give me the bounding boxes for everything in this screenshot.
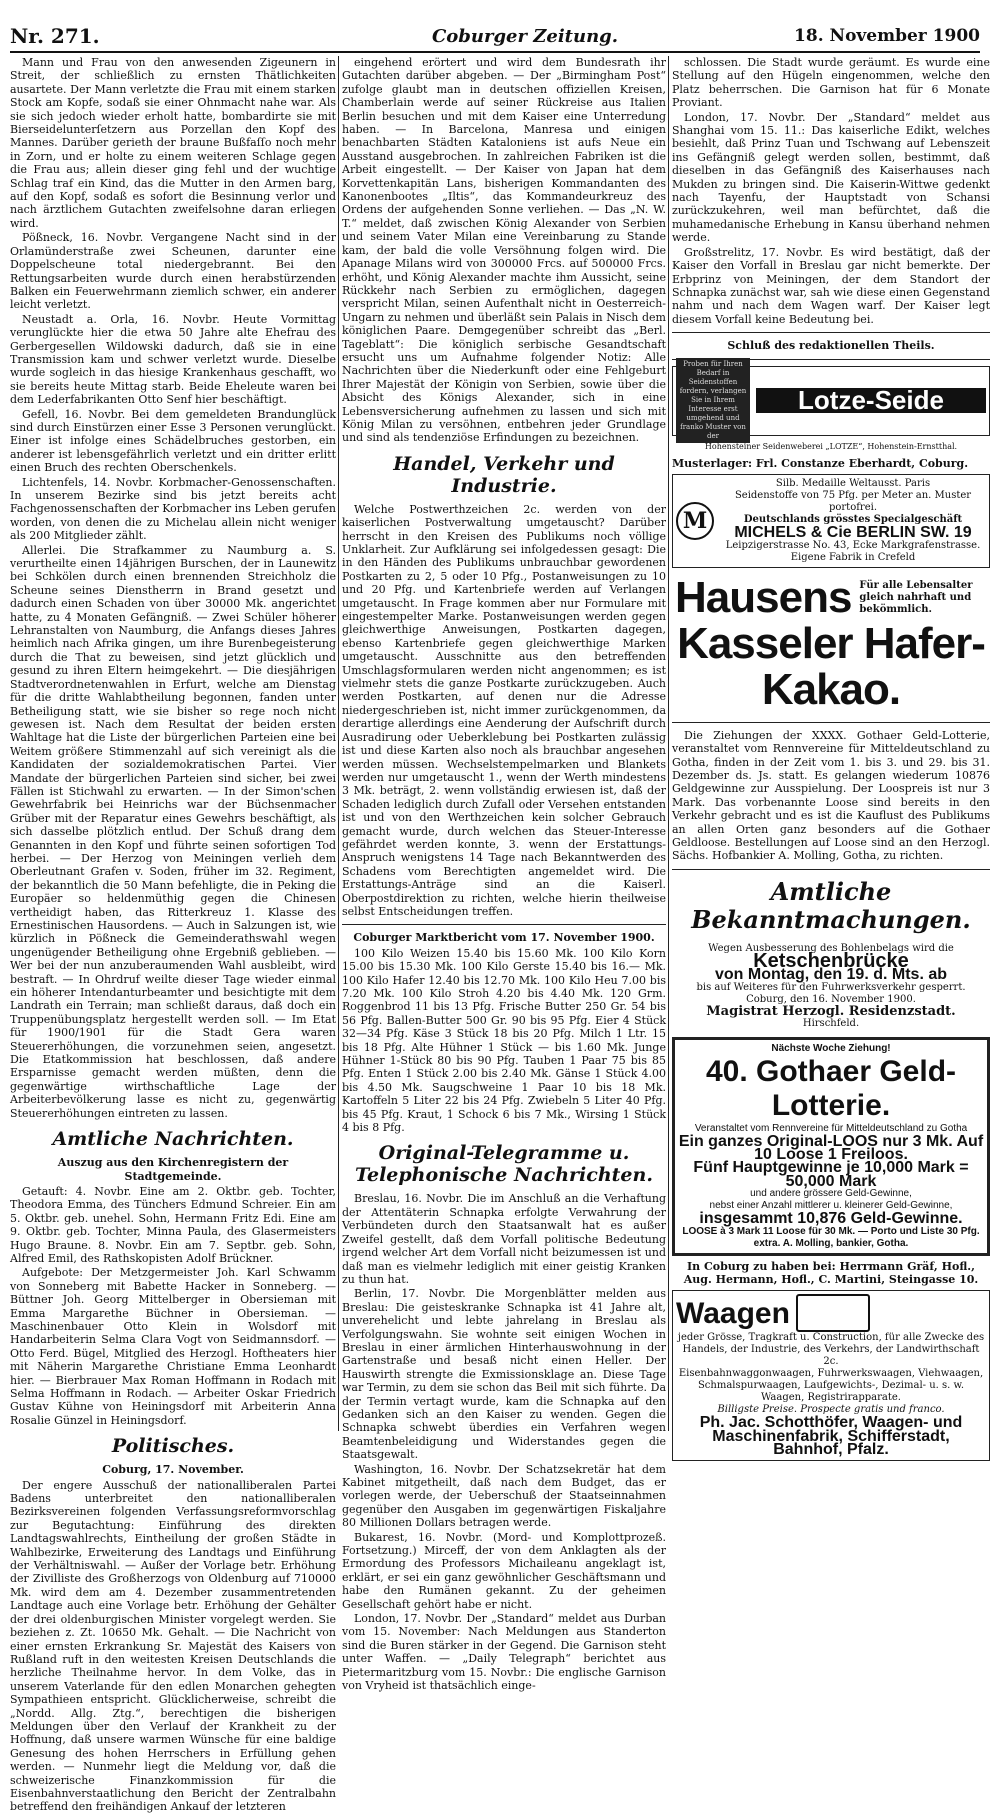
column-divider: [338, 56, 339, 1431]
masthead-rule: [10, 51, 980, 53]
divider: [672, 869, 990, 870]
waagen-title: Waagen: [676, 1296, 790, 1330]
lotze-brand: Lotze-Seide: [756, 388, 986, 413]
gothaer-top: Nächste Woche Ziehung!: [771, 1042, 891, 1054]
michels-line1: Seidenstoffe von 75 Pfg. per Meter an. Muster portofrei.: [734, 490, 972, 514]
section-heading-telegramme: Original-Telegramme u. Telephonische Nachrichten.: [355, 1142, 653, 1187]
divider: [342, 924, 666, 925]
article-paragraph: Mann und Frau von den anwesenden Zigeunern in Streit, der schließlich zu ernsten Thätlichkeiten ausartete. Der Mann verletzte die Frau mit einem starken Stock am Kopfe, sodaß sie einer Ohnmacht nahe war. Als sie sich jedoch wieder erholt hatte, bombardirte sie mit Bierseidelunterſetzern aus Porzellan den Kopf des Mannes. Darüber gerieth der braune Bußfaſſo noch mehr in Zorn, und er holte zu einem weiteren Schlage gegen die Frau aus; allein dieser ging fehl und der wuchtige Schlag traf ein Kind, das die Mutter in den Armen barg, auf den Kopf, sodaß es sofort die Besinnung verlor und nach ärztlichem Gutachten zweifelsohne daran erliegen wird.: [10, 56, 336, 230]
section-heading-bekanntmachungen: Amtliche Bekanntmachungen.: [691, 876, 971, 934]
notice-date: von Montag, den 19. d. Mts. ab: [714, 966, 947, 984]
article-paragraph: Aufgebote: Der Metzgermeister Joh. Karl Schwamm von Sonneberg mit Babette Hacker in Sonneberg. — Büttner Joh. Georg Mittelberger in Obersieman mit Emma Margarethe Büchner in Obersieman. — Maschinenbauer Otto Klein in Wolsdorf mit Handarbeiterin Selma Clara Vogt von Seidmannsdorf. — Otto Ferd. Bügel, Mitglied des Herzogl. Hoftheaters hier mit Näherin Margarethe Christiane Emma Leonhardt hier. — Bierbrauer Max Roman Hoffmann in Rodach mit Selma Hoffmann in Rodach. — Arbeiter Oskar Friedrich Gustav Kühne von Heiningsdorf mit Arbeiterin Anna Rosalie Günzel in Heiningsdorf.: [10, 1266, 336, 1427]
coburg-vendors: In Coburg zu haben bei: Herrmann Gräf, Hofl., Aug. Hermann, Hofl., C. Martini, Steingasse 10.: [683, 1259, 979, 1287]
gothaer-main: Fünf Hauptgewinne je 10,000 Mark = 50,000 Mark: [693, 1159, 969, 1190]
gothaer-total: insgesammt 10,876 Geld-Gewinne.: [699, 1210, 963, 1228]
column-2: [342, 56, 666, 1693]
michels-brand: MICHELS & Cie BERLIN SW. 19: [734, 524, 972, 542]
michels-address: Leipzigerstrasse No. 43, Ecke Markgrafenstrasse. Eigene Fabrik in Crefeld: [725, 539, 981, 563]
scale-icon: [796, 1294, 870, 1332]
michels-medal: Silb. Medaille Weltausst. Paris: [775, 478, 931, 490]
article-paragraph: Getauft: 4. Novbr. Eine am 2. Oktbr. geb. Tochter, Theodora Emma, des Tünchers Edmund Schreier. Ein am 5. Oktbr. geb. unehel. Sohn, Hermann Fritz Edi. Eine am 9. Oktbr. geb. Tochter, Minna Paula, des Glasermeisters Hugo Braune. 8. Novbr. Ein am 7. Septbr. geb. Sohn, Alfred Emil, des Rathskopisten Adolf Brückner.: [10, 1184, 336, 1265]
article-paragraph: Allerlei. Die Strafkammer zu Naumburg a. S. verurtheilte einen 14jährigen Burschen, der in Launewitz bei Schkölen durch einen brennenden Streichholz die Scheune seines Dienstherrn in Brand gesetzt und dadurch einen Schaden von über 30000 Mk. angerichtet hatte, zu 4 Monaten Gefängniß. — Zwei Schüler höherer Lehranstalten von Naumburg, die Anfangs dieses Jahres heimlich nach Afrika gingen, um ihre Burenbegeisterung durch die That zu beweisen, sind jetzt glücklich und gesund zu ihren Eltern heimgekehrt. — Die diesjährigen Stadtverordnetenwahlen in Erfurt, welche am Dienstag für die dritte Wahlabtheilung begonnen, fanden unter Betheiligung statt, wie sie bisher so rege noch nicht gewesen ist. Nach dem Resultat der beiden ersten Wahltage hat die Liste der bürgerlichen Parteien eine bei Weitem größere Stimmenzahl auf sich vereinigt als die Kandidaten der sozialdemokratischen Partei. Vier Mandate der bürgerlichen Parteien sind sicher, bei zwei Fällen ist Stichwahl zu erwarten. — In der Simon'schen Gewehrfabrik bei Heinrichs war der Büchsenmacher Grüber mit der Reparatur eines Gewehrs beschäftigt, als sich dasselbe plötzlich entlud. Der Schuß drang dem Genannten in den Kopf und führte seinen sofortigen Tod herbei. — Der Herzog von Meiningen verlieh dem Oberleutnant Grafen v. Soden, früher im 32. Regiment, der bekanntlich die 50 Mann befehligte, die in Peking die Europäer so heldenmüthig gegen die Chinesen vertheidigt haben, das Ritterkreuz 1. Klasse des Ernestinischen Hausordens. — Auch in Salzungen ist, wie kürzlich in Pößneck die Gemeinderathswahl wegen ungenügender Betheiligung ohne Ergebniß geblieben. — Wer bei der nun anzuberaumenden Wahl ausbleibt, wird bestraft. — In Ohrdruf weilte dieser Tage wieder einmal ein höherer Intendanturbeamter und besichtigte mit dem Landrath ein Terrain; man schließt daraus, daß doch ein Truppenübungsplatz hergestellt werden soll. — Im Etat für 1900/1901 für die Stadt Gera waren Steuererhöhungen, die vorzunehmen seien, angesetzt. Die Etatkommission hat beschlossen, daß andere Ersparnisse gemacht werden müßten, denn die gegenwärtige wirthschaftliche Lage der Arbeiterbevölkerung lasse es nicht zu, gegenwärtig Steuererhöhungen eintreten zu lassen.: [10, 543, 336, 1120]
masthead: [10, 20, 980, 50]
advert-gothaer-lotterie: [672, 1037, 990, 1256]
telegram: London, 17. Novbr. Der „Standard“ meldet aus Shanghai vom 15. 11.: Das kaiserliche Edikt, welches besiehlt, daß Prinz Tuan und Tschwang auf Lebenszeit ins Gefängniß gelegt werden sollen, bestimmt, daß dieselben in das Gefängniß des Kaiserhauses nach Mukden zu bringen sind. Die Kaiserin-Wittwe gedenkt nach Tayenfu, der Hauptstadt von Schansi zurückzukehren, weil man befürchtet, daß die muhamedanische Erhebung in Kansu überhand nehmen werde.: [672, 110, 990, 245]
advert-hausen: [672, 572, 990, 716]
issue-date: 18. November 1900: [794, 26, 980, 46]
lotze-footer: Hohensteiner Seidenweberei „LOTZE“, Hohenstein-Ernstthal.: [704, 441, 958, 451]
divider: [672, 332, 990, 333]
article-paragraph: eingehend erörtert und wird dem Bundesrath ihr Gutachten darüber abgeben. — Der „Birmingham Post“ zufolge glaubt man in deutschen offiziellen Kreisen, Chamberlain werde auf seiner Rückreise aus Italien Berlin besuchen und mit dem Kaiser eine Unterredung haben. — In Barcelona, Manresa und einigen benachbarten Städten Kataloniens ist aufs Neue ein Ausstand ausgebrochen. In zahlreichen Fabriken ist die Arbeit eingestellt. — Der Kaiser von Japan hat dem Korvettenkapitän Lans, bisherigen Kommandanten des Kanonenbootes „Iltis“, das Kommandeurkreuz des Ordens der aufgehenden Sonne verliehen. — Das „N. W. T.“ meldet, daß zwischen König Alexander von Serbien und seinem Vater Milan eine Vereinbarung zu Stande kam, der bald die volle Versöhnung folgen wird. Die Apanage Milans wird von 300000 Frcs. auf 500000 Frcs. erhöht, und König Alexander machte ihm Aussicht, seine Rückkehr nach Serbien zu ermöglichen, dagegen verspricht Milan, seinen Aufenthalt nicht in Oesterreich-Ungarn zu nehmen und überläßt sein Palais in Nisch dem königlichen Paare. Demgegenüber schreibt das „Berl. Tageblatt“: Die königlich serbische Gesandtschaft ersucht uns um Aufnahme folgender Notiz: Alle Nachrichten über die Niederkunft oder eine Fehlgeburt Ihrer Majestät der Königin von Serbien, sowie über die Absicht des Königs Alexander, sich in eine Lebensversicherung aufnehmen zu lassen und sich mit König Milan zu versöhnen, entbehren jeder Grundlage und sind als tendenziöse Erfindungen zu bezeichnen.: [342, 56, 666, 445]
section-heading-amtliche-nachrichten: Amtliche Nachrichten.: [52, 1128, 294, 1151]
column-3: [672, 56, 990, 1459]
musterlager: Musterlager: Frl. Constanze Eberhardt, Coburg.: [672, 456, 969, 470]
section-heading-handel: Handel, Verkehr und Industrie.: [393, 452, 615, 497]
subheading-kirchenregister: Auszug aus den Kirchenregistern der Stadtgemeinde.: [57, 1156, 289, 1183]
telegram: London, 17. Novbr. Der „Standard“ meldet aus Durban vom 15. November: Nach Meldungen aus Standerton sind die Buren stärker in der Gegend. Die Garnison steht unter Waffen. — „Daily Telegraph“ berichtet aus Pietermaritzburg vom 15. Novbr.: Die englische Garnison von Vryheid ist thatsächlich einge-: [342, 1612, 666, 1693]
end-of-editorial: Schluß des redaktionellen Theils.: [727, 339, 935, 353]
newspaper-title: Coburger Zeitung.: [431, 26, 619, 47]
michels-line2: Deutschlands grösstes Specialgeschäft: [743, 514, 963, 526]
notice-bridge: Ketschenbrücke: [753, 949, 909, 972]
dateline: Coburg, 17. November.: [102, 1463, 244, 1477]
notice-signature: Magistrat Herzogl. Residenzstadt.: [706, 1003, 956, 1019]
article-paragraph: Welche Postwerthzeichen 2c. werden von der kaiserlichen Postverwaltung umgetauscht? Darüber herrscht in den Kreisen des Publikums noch völlige Unklarheit. Zur Aufklärung sei infolgedessen gesagt: Die in den Händen des Publikums unbrauchbar gewordenen Postkarten zu 2, 5 oder 10 Pfg., Postanweisungen zu 10 und 20 Pfg. und Kartenbriefe werden auf Verlangen umgetauscht. In Frage kommen aber nur Formulare mit eingestempelter Marke. Postanweisungen werden gegen gleichwerthige Anweisungen, Postkarten dagegen, ebenso Kartenbriefe gegen gleichwerthige Marken umgetauscht. Ausschnitte aus den betreffenden Umschlagsformularen werden nicht angenommen; es ist vielmehr stets die ganze Postkarte zurückzugeben. Auch werden Postkarten, auf denen nur die Adresse niedergeschrieben ist, nicht immer zurückgenommen, da derartige allerdings eine Aenderung der Aufschrift durch Ausradirung oder Ueberklebung bei Postkarten zulässig ist und diese Karten also noch als brauchbar angesehen werden müssen. Wechselstempelmarken und Blankets werden nur umgetauscht 1., wenn der Werth mindestens 3 Mk. beträgt, 2. wenn vollständig erwiesen ist, daß der Schaden lediglich durch Zufall oder Versehen entstanden ist und von den Werthzeichen kein solcher Gebrauch gemacht wurde, durch welchen das Steuer-Interesse gefährdet werden konnte, 3. wenn der Erstattungs-Anspruch wenigstens 14 Tage nach Bekanntwerden des Schadens vom Berechtigten angemeldet wird. Die Erstattungs-Anträge sind an die Kaiserl. Oberpostdirektion zu richten, welche hierin theilweise selbst Entscheidungen treffen.: [342, 502, 666, 918]
gothaer-title: 40. Gothaer Geld-Lotterie.: [705, 1054, 957, 1122]
column-1: [10, 56, 336, 1814]
gothaer-organizer: Veranstaltet vom Rennvereine für Mitteldeutschland zu Gotha: [694, 1122, 968, 1134]
market-report: 100 Kilo Weizen 15.40 bis 15.60 Mk. 100 Kilo Korn 15.00 bis 15.30 Mk. 100 Kilo Gerste 15.40 bis 16.— Mk. 100 Kilo Hafer 12.40 bis 12.70 Mk. 100 Kilo Heu 7.00 bis 7.20 Mk. 100 Kilo Stroh 4.20 bis 4.40 Mk. 120 Grm. Roggenbrod 11 bis 13 Pfg. Frische Butter 250 Gr. 54 bis 56 Pfg. Ballen-Butter 500 Gr. 90 bis 95 Pfg. Eier 4 Stück 32—34 Pfg. Käse 3 Stück 18 bis 20 Pfg. Milch 1 Ltr. 15 bis 18 Pfg. Alte Hühner 1 Stück — bis 1.60 Mk. Junge Hühner 1-Stück 80 bis 90 Pfg. Tauben 1 Paar 75 bis 85 Pfg. Enten 1 Stück 2.00 bis 2.40 Mk. Gänse 1 Stück 4.00 bis 4.50 Mk. Saugschweine 1 Paar 10 bis 18 Mk. Kartoffeln 5 Liter 22 bis 24 Pfg. Zwiebeln 5 Liter 40 Pfg. bis 45 Pfg. Kraut, 1 Schock 6 bis 7 Mk., Wirsing 1 Stück 4 bis 8 Pfg.: [342, 946, 666, 1135]
notice-ketschenbruecke: [672, 940, 990, 1033]
waagen-line1: jeder Grösse, Tragkraft u. Construction, für alle Zwecke des Handels, der Industrie, des Verkehrs, der Landwirthschaft 2c.: [677, 1332, 985, 1368]
article-paragraph: Pößneck, 16. Novbr. Vergangene Nacht sind in der Orlamünderstraße zwei Scheunen, darunter eine Doppelscheune total niedergebrannt. Bei den Rettungsarbeiten wurde durch einen herabstürzenden Balken ein Feuerwehrmann ziemlich schwer, ein anderer leicht verletzt.: [10, 231, 336, 312]
subheading-marktbericht: Coburger Marktbericht vom 17. November 1900.: [353, 931, 655, 945]
telegram: Großstrelitz, 17. Novbr. Es wird bestätigt, daß der Kaiser den Vorfall in Breslau gar nicht bemerkte. Der Erbprinz von Meiningen, der dem Standort der Schnapka zunächst war, sah wie diese einen Gegenstand nahm und nach dem Wagen warf. Der Kaiser legt diesem Vorfall keine Bedeutung bei.: [672, 245, 990, 326]
waagen-line2: Eisenbahnwaggonwaagen, Fuhrwerkswaagen, Viehwaagen, Schmalspurwaagen, Laufgewichts-, Dezimal- u. s. w. Waagen, Registrirapparate.: [678, 1368, 984, 1404]
issue-number: Nr. 271.: [10, 24, 100, 48]
advert-michels: [672, 474, 990, 567]
notice-line: bis auf Weiteres für den Fuhrwerksverkehr gesperrt.: [696, 981, 966, 993]
lottery-notice: Die Ziehungen der XXXX. Gothaer Geld-Lotterie, veranstaltet vom Rennvereine für Mitteldeutschland zu Gotha, finden in der Zeit vom 1. bis 3. und 29. bis 31. Dezember ds. Js. statt. Es gelangen wiederum 10876 Geldgewinne zur Ausspielung. Der Loospreis ist nur 3 Mark. Das vorbenannte Loose sind bereits in den Verkehr gebracht und es ist die Kauflust des Publikums an allen Orten ganz besonders auf die Gothaer Geldloose. Bestellungen auf Loose sind an den Herzogl. Sächs. Hofbankier A. Molling, Gotha, zu richten.: [672, 728, 990, 863]
waagen-firm: Ph. Jac. Schotthöfer, Waagen- und Maschinenfabrik, Schifferstadt, Bahnhof, Pfalz.: [699, 1414, 963, 1459]
gothaer-loose: Ein ganzes Original-LOOS nur 3 Mk. Auf 10 Loose 1 Freiloos.: [678, 1132, 984, 1164]
telegram: Breslau, 16. Novbr. Die im Anschluß an die Verhaftung der Attentäterin Schnapka erfolgte Verwahrung der Verbündeten durch den Staatsanwalt hat es außer Zweifel gestellt, daß dem Vorfall politische Bedeutung irgend welcher Art dem Vorfall nicht beizumessen ist und daß man es vielmehr lediglich mit einer geistig Kranken zu thun hat.: [342, 1192, 666, 1286]
column-divider: [668, 56, 669, 1431]
notice-line: Wegen Ausbesserung des Bohlenbelags wird die: [708, 942, 954, 954]
article-paragraph: Gefell, 16. Novbr. Bei dem gemeldeten Brandunglück sind durch Einstürzen einer Esse 3 Personen verunglückt. Einer ist infolge eines Schädelbruches gestorben, ein anderer ist lebensgefährlich verletzt und ein dritter erlitt einen Bruch des rechten Oberschenkels.: [10, 407, 336, 475]
notice-signer: Hirschfeld.: [802, 1017, 860, 1029]
article-paragraph: Lichtenfels, 14. Novbr. Korbmacher-Genossenschaften. In unserem Bezirke sind bis jetzt bereits acht Fachgenossenschaften der Korbmacher ins Leben gerufen worden, von denen die zu Michelau allein nicht weniger als 200 Mitglieder zählt.: [10, 475, 336, 543]
gothaer-more: und andere grössere Geld-Gewinne,: [750, 1188, 912, 1200]
hausen-tagline: Für alle Lebensalter gleich nahrhaft und bekömmlich.: [859, 579, 973, 615]
michels-logo-icon: M: [676, 502, 714, 540]
article-paragraph: Der engere Ausschuß der nationalliberalen Partei Badens unterbreitet den nationalliberalen Bezirksvereinen folgenden Verfassungsreformvorschlag zur Begutachtung: Einführung des direkten Landtagswahlrechts, Eintheilung der großen Städte in Wahlbezirke, Erweiterung des Landtags und Einführung der Verhältniswahl. — Außer der Vorlage betr. Erhöhung der Zivilliste des Großherzogs von Oldenburg auf 710000 Mk. wird dem am 4. Dezember zusammentretenden Landtage auch eine Vorlage betr. Erhöhung der Gehälter der drei oldenburgischen Minister vorgelegt werden. Sie beziehen z. Zt. 10650 Mk. Gehalt. — Die Nachricht von einer ernsten Erkrankung Sr. Majestät des Kaisers von Rußland ruft in den weitesten Kreisen Deutschlands die herzliche Theilnahme hervor. In dem Volke, das in unserem Vaterlande für den edlen Monarchen gehegten Sympathieen entspricht. Glücklicherweise, schreibt die „Nordd. Allg. Ztg.“, berechtigen die bisherigen Meldungen über den Verlauf der Krankheit zu der Hoffnung, daß unsere warmen Wünsche für eine baldige Genesung des hohen Herrschers in Erfüllung gehen werden. — Nunmehr liegt die Meldung vor, daß die schweizerische Finanzkommission für die Eisenbahnverstaatlichung den Bericht der Zentralbahn betreffend den freihändigen Ankauf der letzteren: [10, 1478, 336, 1814]
advert-waagen: [672, 1290, 990, 1460]
section-heading-politisches: Politisches.: [111, 1435, 235, 1458]
notice-line: Coburg, den 16. November 1900.: [746, 993, 916, 1005]
telegram: schlossen. Die Stadt wurde geräumt. Es wurde eine Stellung auf den Hügeln eingenommen, welche den Platz beherrschen. Die Garnison hat für 6 Monate Proviant.: [672, 56, 990, 110]
lotze-side-text: Proben für Ihren Bedarf in Seidenstoffen fordern, verlangen Sie in Ihrem Interesse erst umgehend und franko Muster von der: [676, 358, 750, 443]
advert-lotze-seide: [672, 360, 990, 441]
gothaer-order: LOOSE à 3 Mark 11 Loose für 30 Mk. — Porto und Liste 30 Pfg. extra. A. Molling, bankier, Gotha.: [682, 1225, 980, 1249]
divider: [672, 722, 990, 723]
hausen-product: Kasseler Hafer-Kakao.: [677, 618, 985, 714]
article-paragraph: Neustadt a. Orla, 16. Novbr. Heute Vormittag verunglückte hier die etwa 50 Jahre alte Ehefrau des Gerbergesellen Wildowski dadurch, daß sie in eine Transmission kam und schwer verletzt wurde. Dieselbe wurde sogleich in das hiesige Krankenhaus geschafft, wo sie bereits heute Mittag starb. Beide Eheleute waren bei dem Lederfabrikanten Otto Senf hier beschäftigt.: [10, 312, 336, 407]
telegram: Bukarest, 16. Novbr. (Mord- und Komplottprozeß. Fortsetzung.) Mirceff, der von dem Anklagten als der Ermordung des Professors Michaileanu angeklagt ist, erklärt, er sei ein ganz gewöhnlicher Geschäftsmann und habe den Rumänen gekannt. Zu der geheimen Gesellschaft gehört habe er nicht.: [342, 1530, 666, 1611]
gothaer-more2: nebst einer Anzahl mittlerer u. kleinerer Geld-Gewinne,: [709, 1200, 953, 1212]
telegram: Berlin, 17. Novbr. Die Morgenblätter melden aus Breslau: Die geisteskranke Schnapka ist 41 Jahre alt, unverehelicht und lebte jahrelang in Breslau als Verfolgungswahn. Sie wohnte seit einigen Wochen in Breslau in einer ärmlichen Hinterhauswohnung in der Gartenstraße und besaß nicht einen Heller. Der Hauswirth strengte die Exmissionsklage an. Diese Tage war Termin, zu dem sie schon das Beil mit sich führte. Da der Termin vertagt wurde, kam die Schnapka auf den Gedanken sich an den Kaiser zu wenden. Gegen die Schnapka schwebt überdies ein Verfahren wegen Beamtenbeleidigung und Widerstandes gegen die Staatsgewalt.: [342, 1287, 666, 1462]
waagen-line3: Billigste Preise. Prospecte gratis und franco.: [717, 1404, 945, 1416]
telegram: Washington, 16. Novbr. Der Schatzsekretär hat dem Kabinet mitgetheilt, daß nach dem Budget, das er vorlegen werde, der Ueberschuß der Staatseinnahmen gegenüber den Ausgaben im gegenwärtigen Fiskaljahre 80 Millionen Dollars betragen werde.: [342, 1462, 666, 1530]
hausen-name: Hausens: [675, 572, 852, 622]
